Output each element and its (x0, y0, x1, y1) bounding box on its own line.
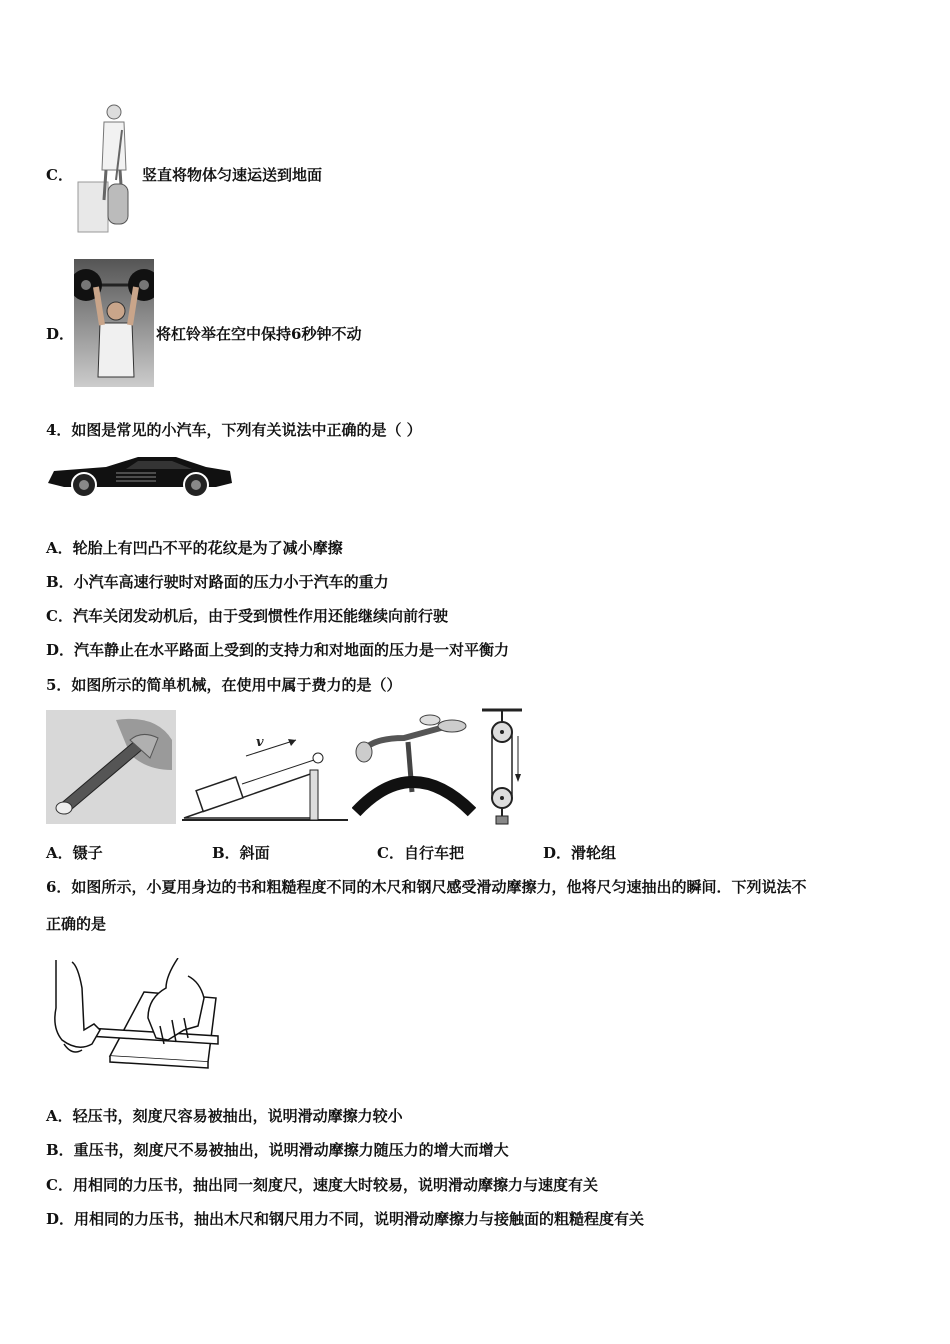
incline-diagram (180, 724, 350, 824)
q4-option-c: C．汽车关闭发动机后，由于受到惯性作用还能继续向前行驶 (46, 607, 448, 625)
q4-option-b: B．小汽车高速行驶时对路面的压力小于汽车的重力 (46, 573, 389, 591)
pulley-block-figure (480, 708, 524, 826)
q3-option-d-text: 将杠铃举在空中保持6秒钟不动 (156, 325, 362, 343)
q3-option-d-letter: D． (46, 325, 75, 343)
q5-option-b: B．斜面 (212, 844, 270, 862)
tweezers-photo (46, 710, 176, 824)
hands-book-ruler-figure (48, 958, 224, 1070)
sports-car-figure (46, 453, 234, 499)
q3-option-c-letter: C． (46, 166, 73, 184)
q4-option-d: D．汽车静止在水平路面上受到的支持力和对地面的压力是一对平衡力 (46, 641, 510, 659)
q5-option-a: A．镊子 (46, 844, 103, 862)
q6-option-d: D．用相同的力压书，抽出木尺和钢尺用力不同，说明滑动摩擦力与接触面的粗糙程度有关 (46, 1210, 645, 1228)
bicycle-handlebar-figure (352, 712, 476, 822)
q6-option-b: B．重压书，刻度尺不易被抽出，说明滑动摩擦力随压力的增大而增大 (46, 1141, 509, 1159)
q4-option-a: A．轮胎上有凹凸不平的花纹是为了减小摩擦 (46, 539, 343, 557)
q4-stem: 4．如图是常见的小汽车，下列有关说法中正确的是（ ） (46, 421, 422, 439)
q6-option-a: A．轻压书，刻度尺容易被抽出，说明滑动摩擦力较小 (46, 1107, 403, 1125)
incline-velocity-label: v (256, 735, 264, 750)
q5-option-c: C．自行车把 (377, 844, 464, 862)
q5-stem: 5．如图所示的简单机械，在使用中属于费力的是（） (46, 676, 402, 694)
q3-option-c-text: 竖直将物体匀速运送到地面 (142, 166, 323, 184)
q6-stem-line1: 6．如图所示，小夏用身边的书和粗糙程度不同的木尺和钢尺感受滑动摩擦力，他将尺匀速抽出的瞬间．下列说法不 (46, 878, 807, 896)
q6-option-c: C．用相同的力压书，抽出同一刻度尺，速度大时较易，说明滑动摩擦力与速度有关 (46, 1176, 598, 1194)
person-carrying-object-figure (74, 100, 140, 234)
q6-stem-line2: 正确的是 (46, 915, 107, 933)
weightlifter-photo (74, 259, 154, 387)
q5-option-d: D．滑轮组 (543, 844, 617, 862)
